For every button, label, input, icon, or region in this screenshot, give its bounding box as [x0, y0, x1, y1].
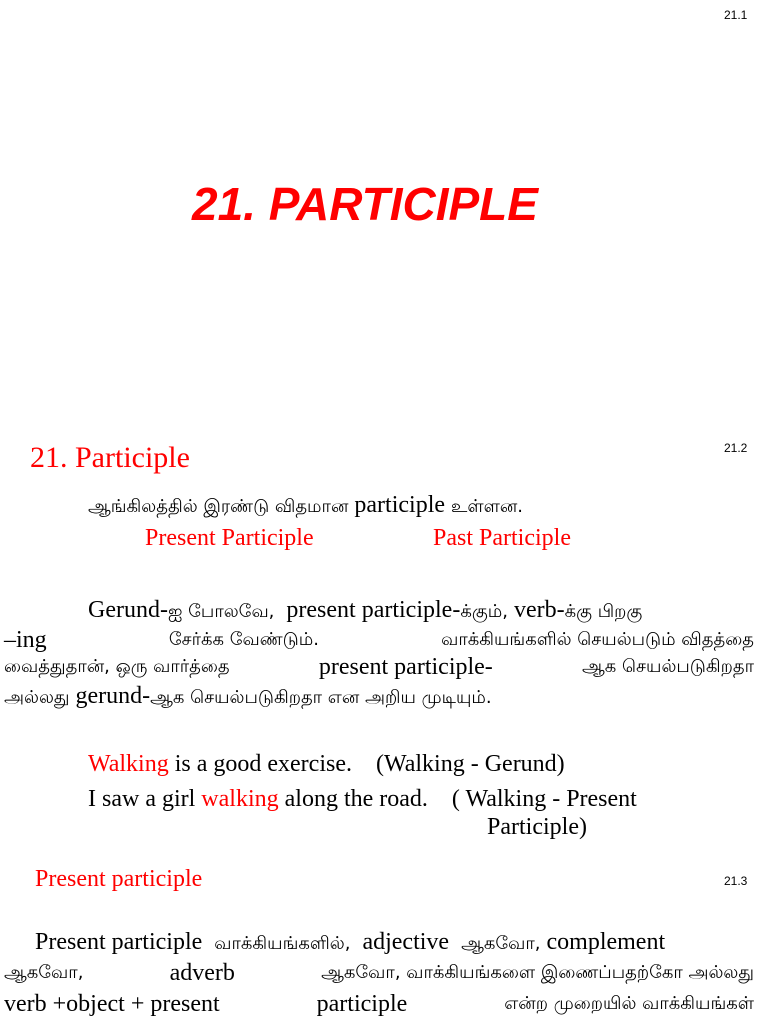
para-text: complement: [546, 929, 666, 955]
para-tamil: வாக்கியங்களில்,: [214, 933, 351, 954]
example-word: Walking: [88, 751, 169, 777]
example-text: I saw a girl: [88, 786, 196, 812]
para-text: verb-: [513, 597, 565, 623]
para-text: participle: [316, 991, 408, 1017]
intro-tamil: ஆங்கிலத்தில் இரண்டு விதமான: [88, 496, 349, 517]
example-note: (Walking - Gerund): [376, 751, 565, 777]
para-text: Present participle: [35, 929, 203, 955]
page-number: 21.3: [724, 874, 748, 888]
example-1: [88, 749, 565, 779]
paragraph-line: [4, 652, 754, 682]
example-text: along the road.: [284, 786, 428, 812]
para-tamil: க்கு பிறகு: [564, 601, 643, 622]
intro-english: participle: [354, 492, 446, 518]
example-text: is a good exercise.: [174, 751, 352, 777]
past-participle-label: Past Participle: [433, 525, 571, 551]
intro-line: [88, 490, 523, 522]
paragraph-line: [35, 927, 665, 959]
para-text: gerund-: [75, 683, 151, 709]
paragraph-line: [4, 989, 754, 1019]
paragraph-line: [4, 681, 492, 713]
para-text: Gerund-: [88, 597, 168, 623]
para-text: verb +object + present: [4, 991, 220, 1017]
para-text: present participle-: [286, 597, 461, 623]
example-word: walking: [201, 786, 279, 812]
para-tamil: ஐ போலவே,: [167, 601, 275, 622]
para-tamil: க்கும்,: [460, 601, 508, 622]
section-title: 21. Participle: [30, 441, 190, 474]
paragraph-line: [4, 958, 754, 988]
para-text: adverb: [169, 960, 235, 986]
section-title: Present participle: [35, 866, 203, 892]
paragraph-line: [88, 595, 642, 627]
slide-title: 21. PARTICIPLE: [192, 178, 538, 230]
para-tamil: சேர்க்க வேண்டும்.: [168, 629, 319, 650]
paragraph-line: [4, 625, 754, 655]
present-participle-label: Present Participle: [145, 525, 314, 551]
para-tamil: ஆகவோ,: [461, 933, 541, 954]
para-text: adjective: [362, 929, 450, 955]
para-tamil: வைத்துதான், ஒரு வார்த்தை: [4, 656, 230, 677]
para-text: –ing: [4, 627, 47, 653]
page-number: 21.2: [724, 441, 748, 455]
para-tamil: ஆக செயல்படுகிறதா: [582, 656, 754, 677]
example-note-cont: Participle): [487, 814, 587, 840]
para-tamil: ஆகவோ,: [4, 962, 84, 983]
para-tamil: வாக்கியங்களில் செயல்படும் விதத்தை: [441, 629, 754, 650]
para-tamil: அல்லது: [4, 687, 70, 708]
para-tamil: ஆகவோ, வாக்கியங்களை இணைப்பதற்கோ அல்லது: [321, 962, 754, 983]
example-2: [88, 784, 637, 814]
intro-tamil-end: உள்ளன.: [451, 496, 524, 517]
para-tamil: ஆக செயல்படுகிறதா என அறிய முடியும்.: [150, 687, 492, 708]
para-text: present participle-: [318, 654, 493, 680]
para-tamil: என்ற முறையில் வாக்கியங்கள்: [504, 993, 754, 1014]
example-note: ( Walking - Present: [451, 786, 637, 812]
page-number: 21.1: [724, 8, 748, 22]
